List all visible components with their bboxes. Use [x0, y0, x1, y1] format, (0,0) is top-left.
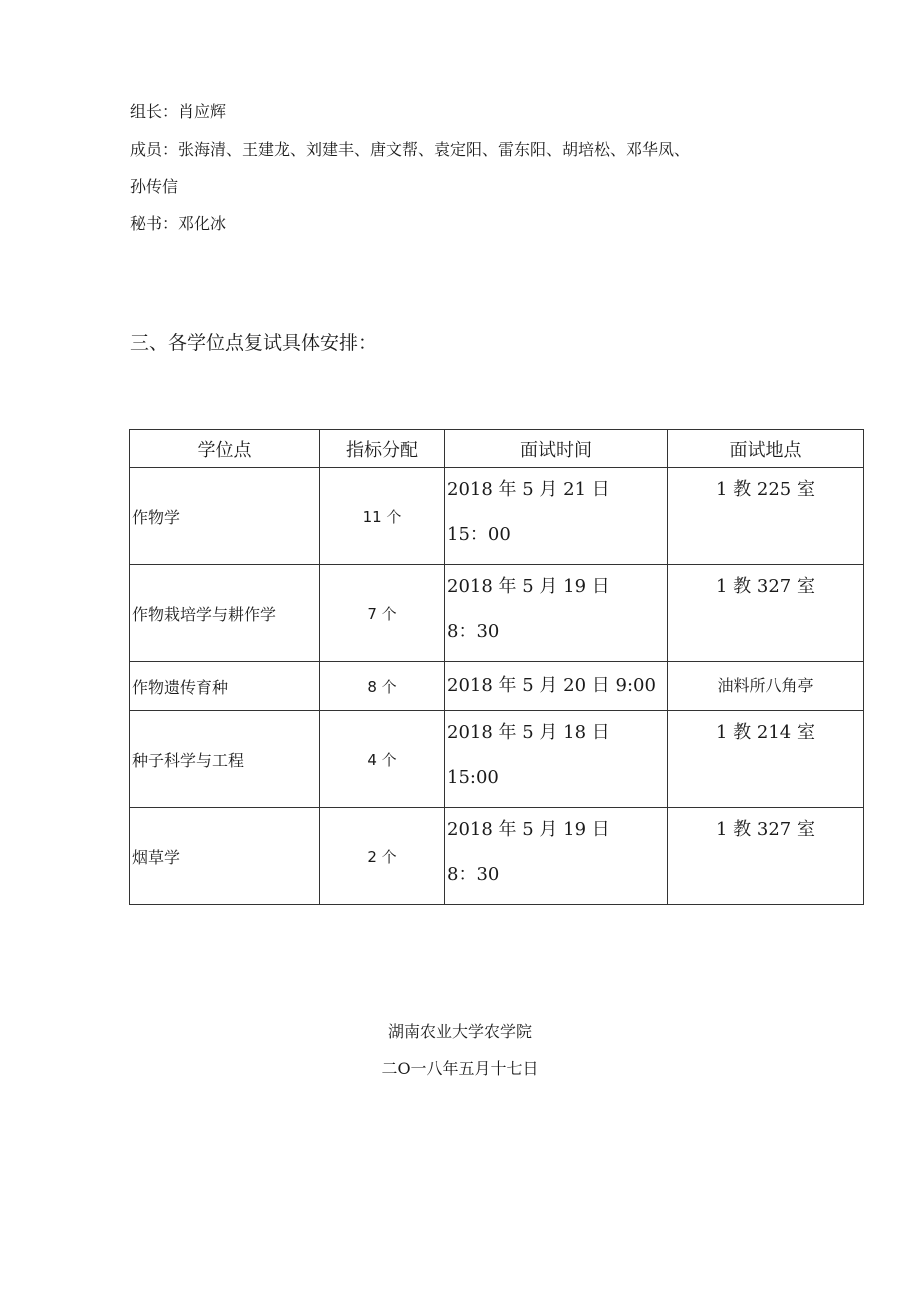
place-text: 1 教 225 室 — [716, 479, 815, 500]
schedule-table — [129, 429, 864, 905]
interview-date: 2018 年 5 月 18 日 — [447, 722, 610, 743]
interview-date: 2018 年 5 月 19 日 — [447, 576, 610, 597]
interview-clock: 15:00 — [447, 767, 499, 788]
interview-place — [668, 808, 864, 905]
header-quota: 指标分配 — [320, 430, 445, 468]
table-row — [130, 468, 864, 565]
interview-date: 2018 年 5 月 19 日 — [447, 819, 610, 840]
committee-members-cont: 孙传信 — [130, 177, 179, 196]
interview-clock: 15：00 — [447, 524, 511, 545]
footer-date: 二O一八年五月十七日 — [381, 1059, 539, 1078]
interview-time — [445, 711, 668, 808]
quota: 4 个 — [320, 711, 445, 808]
table-row — [130, 565, 864, 662]
place-text: 1 教 327 室 — [716, 576, 815, 597]
interview-clock: 8：30 — [447, 864, 500, 885]
header-degree-program: 学位点 — [130, 430, 320, 468]
table-row — [130, 662, 864, 711]
interview-date: 2018 年 5 月 20 日 9:00 — [447, 675, 656, 696]
table-row — [130, 808, 864, 905]
program-name: 作物遗传育种 — [130, 662, 320, 711]
interview-clock: 8：30 — [447, 621, 500, 642]
interview-time — [445, 662, 668, 711]
interview-time — [445, 565, 668, 662]
footer-organization: 湖南农业大学农学院 — [387, 1022, 532, 1041]
interview-time — [445, 808, 668, 905]
committee-members: 成员：张海清、王建龙、刘建丰、唐文帮、袁定阳、雷东阳、胡培松、邓华凤、 — [130, 140, 691, 159]
interview-place — [668, 662, 864, 711]
table-header-row — [130, 430, 864, 468]
committee-secretary: 秘书：邓化冰 — [130, 214, 227, 233]
header-interview-time: 面试时间 — [445, 430, 668, 468]
place-text: 1 教 327 室 — [716, 819, 815, 840]
quota: 8 个 — [320, 662, 445, 711]
interview-place — [668, 711, 864, 808]
quota: 2 个 — [320, 808, 445, 905]
interview-place — [668, 468, 864, 565]
quota: 11 个 — [320, 468, 445, 565]
header-interview-place: 面试地点 — [668, 430, 864, 468]
program-name: 烟草学 — [130, 808, 320, 905]
interview-date: 2018 年 5 月 21 日 — [447, 479, 610, 500]
committee-leader: 组长：肖应辉 — [130, 102, 227, 121]
program-name: 作物学 — [130, 468, 320, 565]
place-text: 油料所八角亭 — [717, 676, 814, 695]
program-name: 种子科学与工程 — [130, 711, 320, 808]
section-heading: 三、各学位点复试具体安排： — [130, 332, 378, 354]
program-name: 作物栽培学与耕作学 — [130, 565, 320, 662]
interview-place — [668, 565, 864, 662]
table-row — [130, 711, 864, 808]
quota: 7 个 — [320, 565, 445, 662]
place-text: 1 教 214 室 — [716, 722, 815, 743]
interview-time — [445, 468, 668, 565]
